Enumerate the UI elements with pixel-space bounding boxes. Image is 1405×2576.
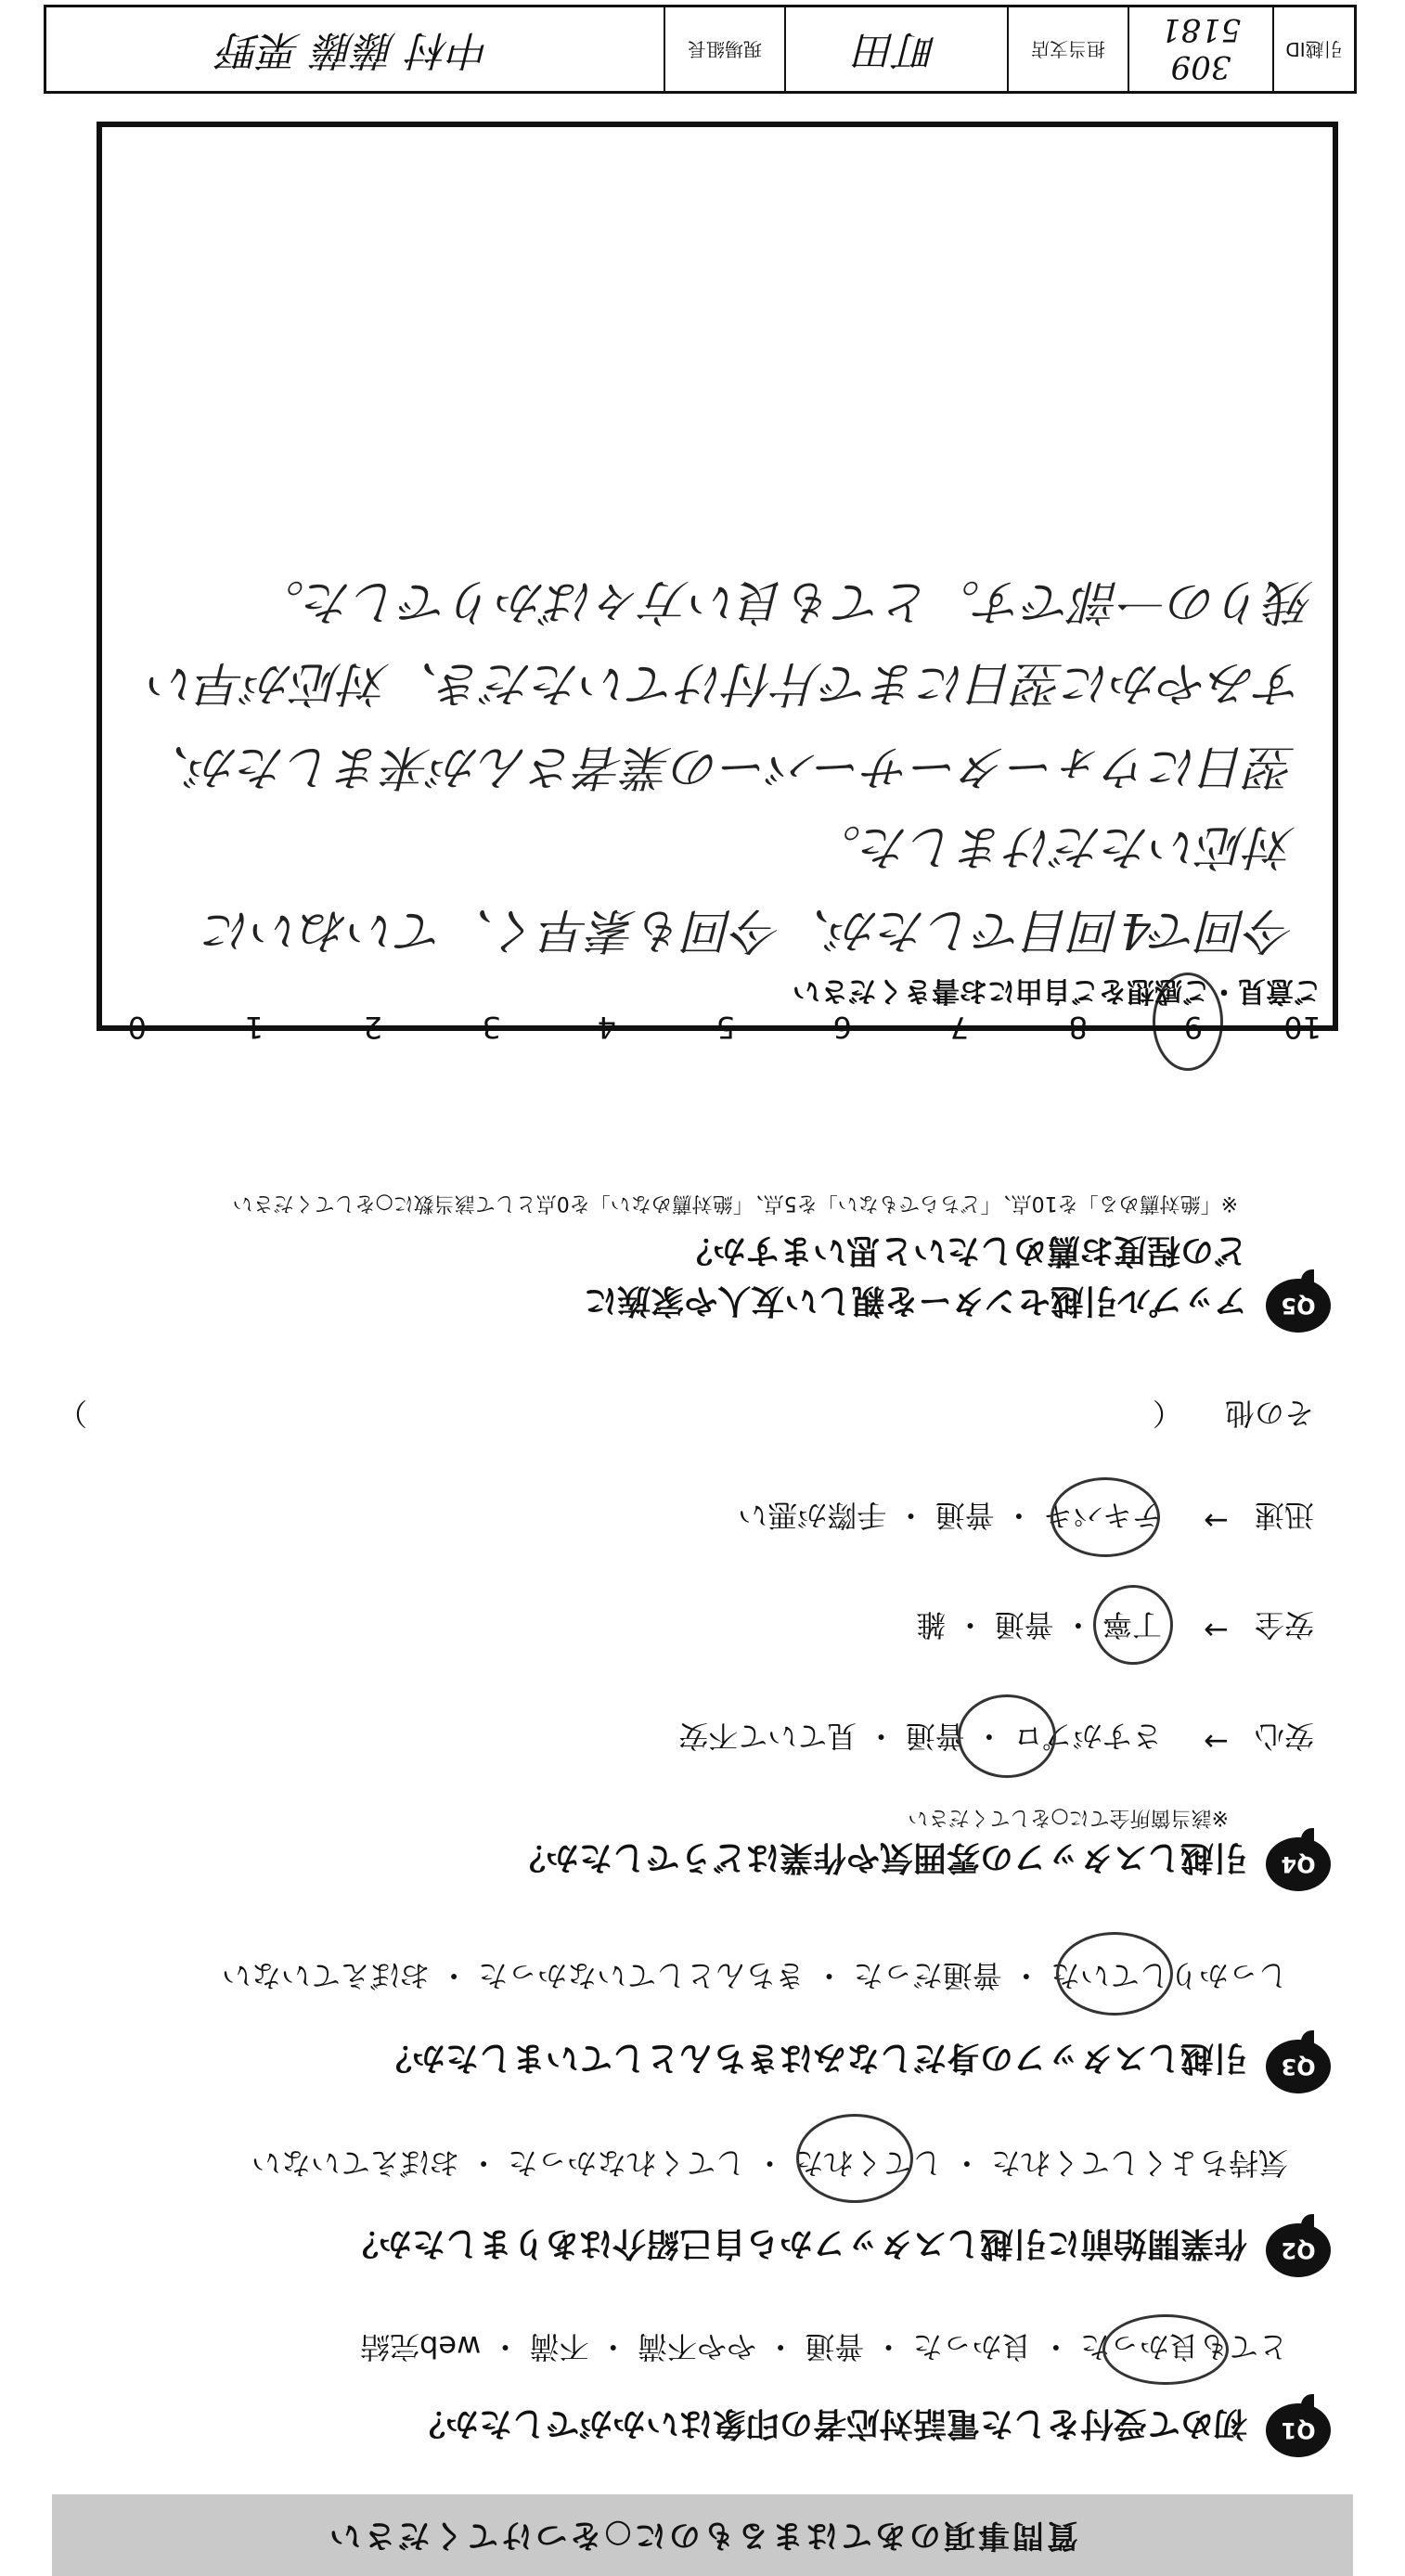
q4-other-label: その他: [1224, 1396, 1314, 1431]
q4-anshin-circle: [958, 1694, 1056, 1778]
q1-answer-circle: [1102, 2314, 1229, 2385]
comment-box: [97, 122, 1338, 1031]
q3-options: しっかりしていた ・ 普通だった ・ きちんとしていなかった ・ おぼえていない: [221, 1958, 1288, 1993]
q1-options: とても良かった ・ 良かった ・ 普通 ・ やや不満 ・ 不満 ・ web完結: [360, 2329, 1288, 2364]
instruction-banner: [52, 2494, 1353, 2576]
score-5: 5: [715, 1010, 735, 1045]
q4-jinsoku-circle: [1051, 1477, 1160, 1557]
leader-value: 中村 藤藤 栗野: [219, 26, 491, 73]
q4-other-open-paren: （: [1152, 1396, 1182, 1431]
instruction-text: 質問事項のあてはまるものに○をつけてください: [327, 2517, 1078, 2554]
branch-value: 町田: [784, 7, 1007, 91]
q1-badge: Q1: [1266, 2403, 1331, 2457]
q3-badge: Q3: [1266, 2040, 1331, 2093]
comment-line: 今回で4回目でしたが、今回も素早く、ていねいに: [203, 902, 1295, 958]
q2-answer-circle: [796, 2114, 913, 2203]
q4-question: 引越しスタッフの雰囲気や作業はどうでしたか？: [511, 1838, 1247, 1876]
score-0: 0: [127, 1010, 147, 1045]
q2-badge: Q2: [1266, 2223, 1331, 2277]
score-9: 9: [1183, 1010, 1203, 1045]
comment-line: 翌日にウォーターサーバーの業者さんが来ましたが、: [141, 739, 1295, 794]
q4-row-anshin-options: さすがプロ ・ 普通 ・ 見ていて不安: [678, 1719, 1162, 1754]
move-id-label: 引越ID: [1272, 7, 1354, 91]
q5-question-line2: どの程度お薦めしたいと思いますか？: [678, 1231, 1247, 1269]
q4-other-close-paren: ）: [57, 1396, 87, 1431]
comment-title: ご意見・ご感想をご自由にお書きください: [793, 974, 1321, 1007]
q3-question: 引越しスタッフの身だしなみはきちんとしていましたか？: [378, 2039, 1247, 2077]
q5-note: ※「絶対薦める」を10点、「どちらでもない」を5点、「絶対薦めない」を0点として該当数に○をしてください: [232, 1191, 1238, 1215]
q4-row-anzen-options: 丁寧 ・ 普通 ・ 雑: [916, 1607, 1162, 1642]
q4-anzen-circle: [1093, 1585, 1173, 1665]
q4-row-anzen-label: 安全: [1254, 1607, 1314, 1642]
q4-row-anshin-label: 安心: [1254, 1719, 1314, 1754]
score-8: 8: [1068, 1010, 1088, 1045]
q5-badge: Q5: [1266, 1279, 1331, 1333]
q4-note: ※該当箇所全てに○をしてください: [908, 1806, 1229, 1829]
footer-table: [44, 5, 1357, 94]
q5-question-line1: アップル引越センターを親しい友人や家族に: [584, 1282, 1247, 1320]
score-2: 2: [363, 1010, 382, 1045]
q4-badge: Q4: [1266, 1837, 1331, 1891]
score-1: 1: [244, 1010, 264, 1045]
comment-line: 残りの一部です。とても良い方々ばかりでした。: [256, 573, 1314, 629]
score-3: 3: [482, 1010, 501, 1045]
q2-question: 作業開始前に引越しスタッフから自己紹介はありましたか？: [344, 2224, 1247, 2262]
q2-options: 気持ちよくしてくれた ・ してくれた ・ してくれなかった ・ おぼえていない: [251, 2145, 1288, 2181]
comment-line: 対応いただけました。: [812, 818, 1295, 874]
q4-row-anzen-arrow: →: [1204, 1613, 1229, 1648]
score-4: 4: [597, 1010, 616, 1045]
move-id-value: 309 5181: [1128, 7, 1272, 91]
score-10: 10: [1283, 1010, 1321, 1045]
score-6: 6: [832, 1010, 852, 1045]
q3-answer-circle: [1056, 1932, 1173, 2016]
q4-row-jinsoku-options: テキパキ ・ 普通 ・ 手際が悪い: [738, 1498, 1162, 1533]
branch-label: 担当支店: [1007, 7, 1128, 91]
q1-question: 初めて受付をした電話対応者の印象はいかがでしたか？: [411, 2404, 1247, 2442]
score-7: 7: [949, 1010, 969, 1045]
q4-row-jinsoku-label: 迅速: [1254, 1498, 1314, 1533]
q4-row-anshin-arrow: →: [1204, 1724, 1229, 1759]
leader-label: 現場組長: [664, 7, 784, 91]
comment-line: すみやかに翌日にまで片付けていただき、対応が早い: [148, 655, 1305, 711]
q4-row-jinsoku-arrow: →: [1204, 1503, 1229, 1539]
